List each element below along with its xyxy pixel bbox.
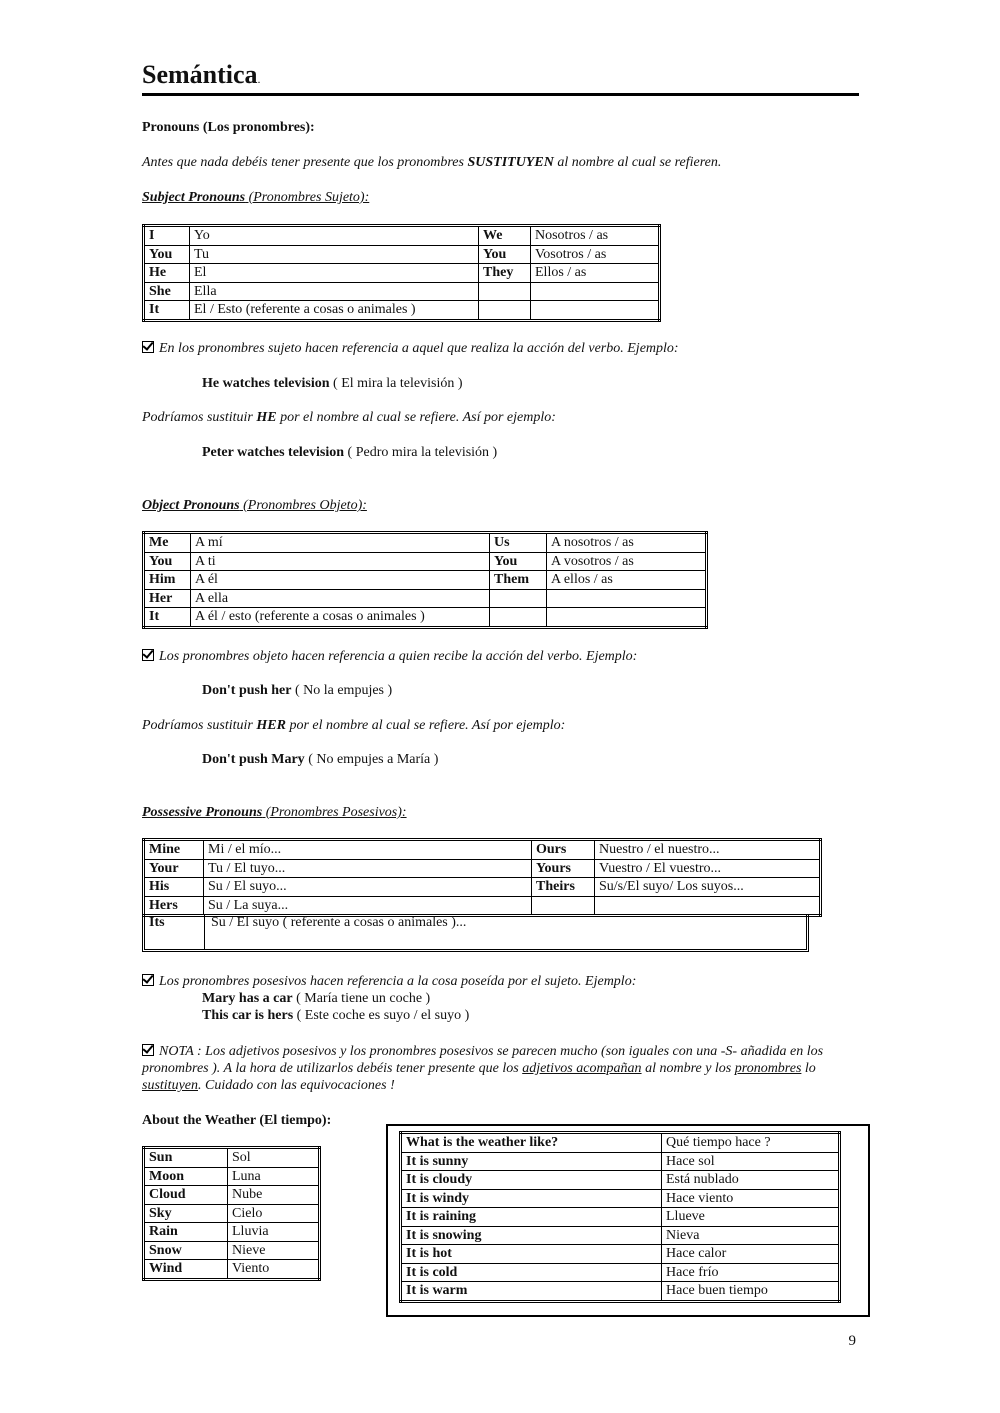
table-row: It is raining Llueve [401,1208,840,1227]
object-heading: Object Pronouns (Pronombres Objeto): [142,498,367,513]
table-row: What is the weather like? Qué tiempo hace ? [401,1133,840,1153]
table-row: It is sunny Hace sol [401,1152,840,1171]
subject-example-1: He watches television ( El mira la televisión ) [202,376,463,391]
possessive-heading: Possessive Pronouns (Pronombres Posesivos): [142,805,407,820]
object-example-2: Don't push Mary ( No empujes a María ) [202,752,439,767]
possessive-example-1: Mary has a car ( María tiene un coche ) [202,991,431,1006]
weather-phrases-table [399,1131,841,1303]
subject-pronouns-table [142,224,661,322]
table-row: Cloud Nube [144,1186,320,1205]
table-row: He El They Ellos / as [144,264,660,283]
table-row: Me A mí Us A nosotros / as [144,533,707,553]
table-row: It is hot Hace calor [401,1245,840,1264]
checkbox-icon [142,649,154,661]
intro-paragraph: Antes que nada debéis tener presente que los pronombres SUSTITUYEN al nombre al cual se refieren. [142,155,722,170]
title-rule [142,93,859,96]
table-row: She Ella [144,282,660,301]
table-row: His Su / El suyo... Theirs Su/s/El suyo/ Los suyos... [144,878,821,897]
table-row: Snow Nieve [144,1241,320,1260]
possessive-example-2: This car is hers ( Este coche es suyo / el suyo ) [202,1008,470,1023]
table-row: You Tu You Vosotros / as [144,245,660,264]
table-row: You A ti You A vosotros / as [144,552,707,571]
subject-substitute-note: Podríamos sustituir HE por el nombre al cual se refiere. Así por ejemplo: [142,410,556,425]
table-row: Hers Su / La suya... [144,896,821,916]
table-row: I Yo We Nosotros / as [144,226,660,246]
weather-heading: About the Weather (El tiempo): [142,1113,332,1128]
possessive-note: Los pronombres posesivos hacen referencia a la cosa poseída por el sujeto. Ejemplo: [142,973,636,990]
table-row: It is cloudy Está nublado [401,1171,840,1190]
table-row: Him A él Them A ellos / as [144,571,707,590]
table-row: It is cold Hace frío [401,1263,840,1282]
page-title: Semántica. [142,60,261,89]
subject-example-2: Peter watches television ( Pedro mira la televisión ) [202,445,498,460]
table-row: Sky Cielo [144,1204,320,1223]
table-row: Moon Luna [144,1167,320,1186]
its-value: Su / El suyo ( referente a cosas o animales )... [211,915,467,930]
page-number: 9 [848,1333,856,1349]
pronouns-heading: Pronouns (Los pronombres): [142,120,315,135]
table-row: It is snowing Nieva [401,1226,840,1245]
table-row: Her A ella [144,589,707,608]
object-example-1: Don't push her ( No la empujes ) [202,683,393,698]
nota-paragraph: NOTA : Los adjetivos posesivos y los pronombres posesivos se parecen mucho (son iguales con una -S- añadida en los pronombres ). A la hora de utilizarlos debéis tener presente que los adjetivos acompañan al nombre y los pronombres lo sustituyen. Cuidado con las equivocaciones ! [142,1044,824,1093]
object-pronouns-table [142,531,708,629]
object-note: Los pronombres objeto hacen referencia a quien recibe la acción del verbo. Ejemplo: [142,648,637,665]
object-substitute-note: Podríamos sustituir HER por el nombre al cual se refiere. Así por ejemplo: [142,718,566,733]
table-row: Rain Lluvia [144,1223,320,1242]
checkbox-icon [142,974,154,986]
its-label: Its [149,915,165,930]
table-row: It A él / esto (referente a cosas o animales ) [144,608,707,628]
checkbox-icon [142,1044,154,1056]
table-row: Wind Viento [144,1260,320,1280]
subject-heading: Subject Pronouns (Pronombres Sujeto): [142,190,370,205]
possessive-its-row [142,914,809,952]
table-row: It is windy Hace viento [401,1189,840,1208]
checkbox-icon [142,341,154,353]
table-row: It El / Esto (referente a cosas o animales ) [144,301,660,321]
subject-note: En los pronombres sujeto hacen referencia a aquel que realiza la acción del verbo. Ejemplo: [142,340,679,357]
column-divider [204,914,205,949]
table-row: Mine Mi / el mío... Ours Nuestro / el nuestro... [144,840,821,860]
table-row: It is warm Hace buen tiempo [401,1282,840,1302]
possessive-pronouns-table [142,838,822,917]
table-row: Your Tu / El tuyo... Yours Vuestro / El vuestro... [144,859,821,878]
table-row: Sun Sol [144,1148,320,1168]
weather-words-table [142,1146,321,1281]
